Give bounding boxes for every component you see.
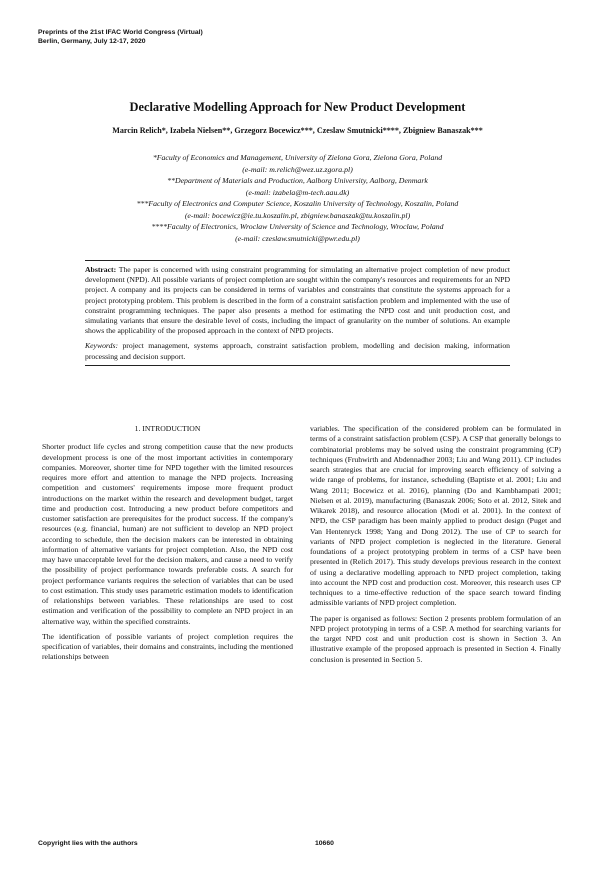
keywords-label: Keywords:	[85, 341, 119, 351]
affiliation-email: (e-mail: bocewicz@ie.tu.koszalin.pl, zbigniew.banaszak@tu.koszalin.pl)	[184, 210, 411, 220]
abstract-label: Abstract:	[85, 265, 117, 274]
affiliation-email: (e-mail: izabela@m-tech.aau.dk)	[245, 187, 350, 197]
paper-title: Declarative Modelling Approach for New Product Development	[129, 100, 466, 114]
conference-name: Preprints of the 21st IFAC World Congress (Virtual)	[38, 29, 203, 36]
left-column	[42, 424, 293, 668]
affiliation-email: (e-mail: czeslaw.smutnicki@pwr.edu.pl)	[235, 233, 360, 243]
affiliation-email: (e-mail: m.relich@wez.uz.zgora.pl)	[242, 164, 353, 174]
body-paragraph: The paper is organised as follows: Section 2 presents problem formulation of an NPD project prototyping in terms of a CSP. A method for searching variants for the target NPD cost and unit production cost is shown in Section 3. An illustrative example of the proposed approach is presented in Section 4. Finally conclusion is presented in Section 5.	[310, 613, 561, 664]
conference-location-date: Berlin, Germany, July 12-17, 2020	[38, 37, 146, 45]
affiliations	[30, 152, 565, 244]
body-paragraph: variables. The specification of the considered problem can be formulated in terms of a constraint satisfaction problem (CSP). A CSP that generally belongs to combinatorial problems may be solved using the constraint programming (CP) techniques (Fruhwirth and Abdennadher 2003; Liu and Wang 2011). CP includes search strategies that are crucial for improving search efficiency of solving a wide range of problems, for instance, scheduling (Baptiste et al. 2001; Liu and Wang 2011; Bocewicz et al. 2016), planning (Do and Kambhampati 2001; Nielsen et al. 2019), manufacturing (Banaszak 2006; Soto et al. 2012, Sitek and Wikarek 2018), and resource allocation (Modi et al. 2001). In the context of NPD, the CSP paradigm has been mainly applied to product design (Puget and Van Hentenryck 1998; Yang and Dong 2012). The use of CP to search for variants of NPD project completion is neglected in the literature. General foundations of a project prototyping problem in terms of a CSP have been presented in (Relich 2017). This study develops previous research in the context of using a declarative modelling approach to NPD project completion, taking into account the NPD cost and production cost. Moreover, this research uses CP techniques to a time-effective reduction of the space search toward finding admissible variants of NPD project completion.	[310, 424, 561, 608]
conference-header	[38, 29, 203, 46]
body-paragraph: The identification of possible variants of project completion requires the specification of variables, their domains and constraints, including the mentioned relationships between	[42, 631, 293, 662]
affiliation-line: ****Faculty of Electronics, Wroclaw University of Science and Technology, Wroclaw, Poland	[151, 222, 444, 231]
body-paragraph: Shorter product life cycles and strong competition cause that the new products development process is one of the most important activities in contemporary companies. Moreover, shorter time for NPD together with the limited resources requires more effort and attention to manage the NPD projects. Increasing competition and customers' requirements impose more frequent product introductions on the market within the research and development budget, target time and production cost. Introducing a new product before competitors and customer satisfaction are prerequisites for the product success. If the company's resources (e.g. financial, human) are not sufficient to develop an NPD project according to schedule, then the decision makers can be interested in obtaining information of alternative variants for project completion. Also, the NPD cost may have unacceptable level for the decision makers, and cause a need to verify the possibility of project performance towards preferable costs. A search for project performance variants requires the selection of variables that can be used to cost estimation. This study uses parametric estimation models to identification of relationships between variables. These relationships are used to cost estimation and verification of the possibility to complete an NPD project in an alternative way, within the specified constraints.	[42, 442, 293, 626]
copyright-notice: Copyright lies with the authors	[38, 840, 138, 847]
author-list: Marcin Relich*, Izabela Nielsen**, Grzegorz Bocewicz***, Czeslaw Smutnicki****, Zbigniew Banaszak***	[112, 126, 483, 135]
keywords-paragraph	[85, 341, 510, 361]
right-column	[310, 424, 561, 670]
page-number: 10660	[315, 840, 334, 847]
keywords-text: project management, systems approach, constraint satisfaction problem, modelling and decision making, information processing and decision support.	[85, 341, 511, 361]
section-heading-introduction: 1. INTRODUCTION	[134, 424, 201, 433]
affiliation-line: **Department of Materials and Production, Aalborg University, Aalborg, Denmark	[167, 176, 428, 185]
affiliation-line: ***Faculty of Electronics and Computer Science, Koszalin University of Technology, Koszalin, Poland	[136, 199, 459, 208]
abstract-paragraph	[85, 265, 510, 336]
abstract-text: The paper is concerned with using constraint programming for simulating an alternative project completion of new product development (NPD). All possible variants of project completion are sought within the company's resources and requirements for an NPD project. A company and its projects can be considered in terms of variables and constraints that constitute the systems approach for a project prototyping problem. This problem is described in the form of a constraint satisfaction problem and implemented with the use of constraint programming techniques. The paper also presents a method for estimating the NPD cost and unit production cost, and simulating variants that ensure the desirable level of costs, including the impact of granularity on the number of solutions. An example shows the applicability of the proposed approach in the context of NPD projects.	[85, 265, 510, 336]
affiliation-line: *Faculty of Economics and Management, University of Zielona Gora, Zielona Gora, Poland	[152, 153, 443, 162]
abstract-block	[85, 260, 510, 366]
